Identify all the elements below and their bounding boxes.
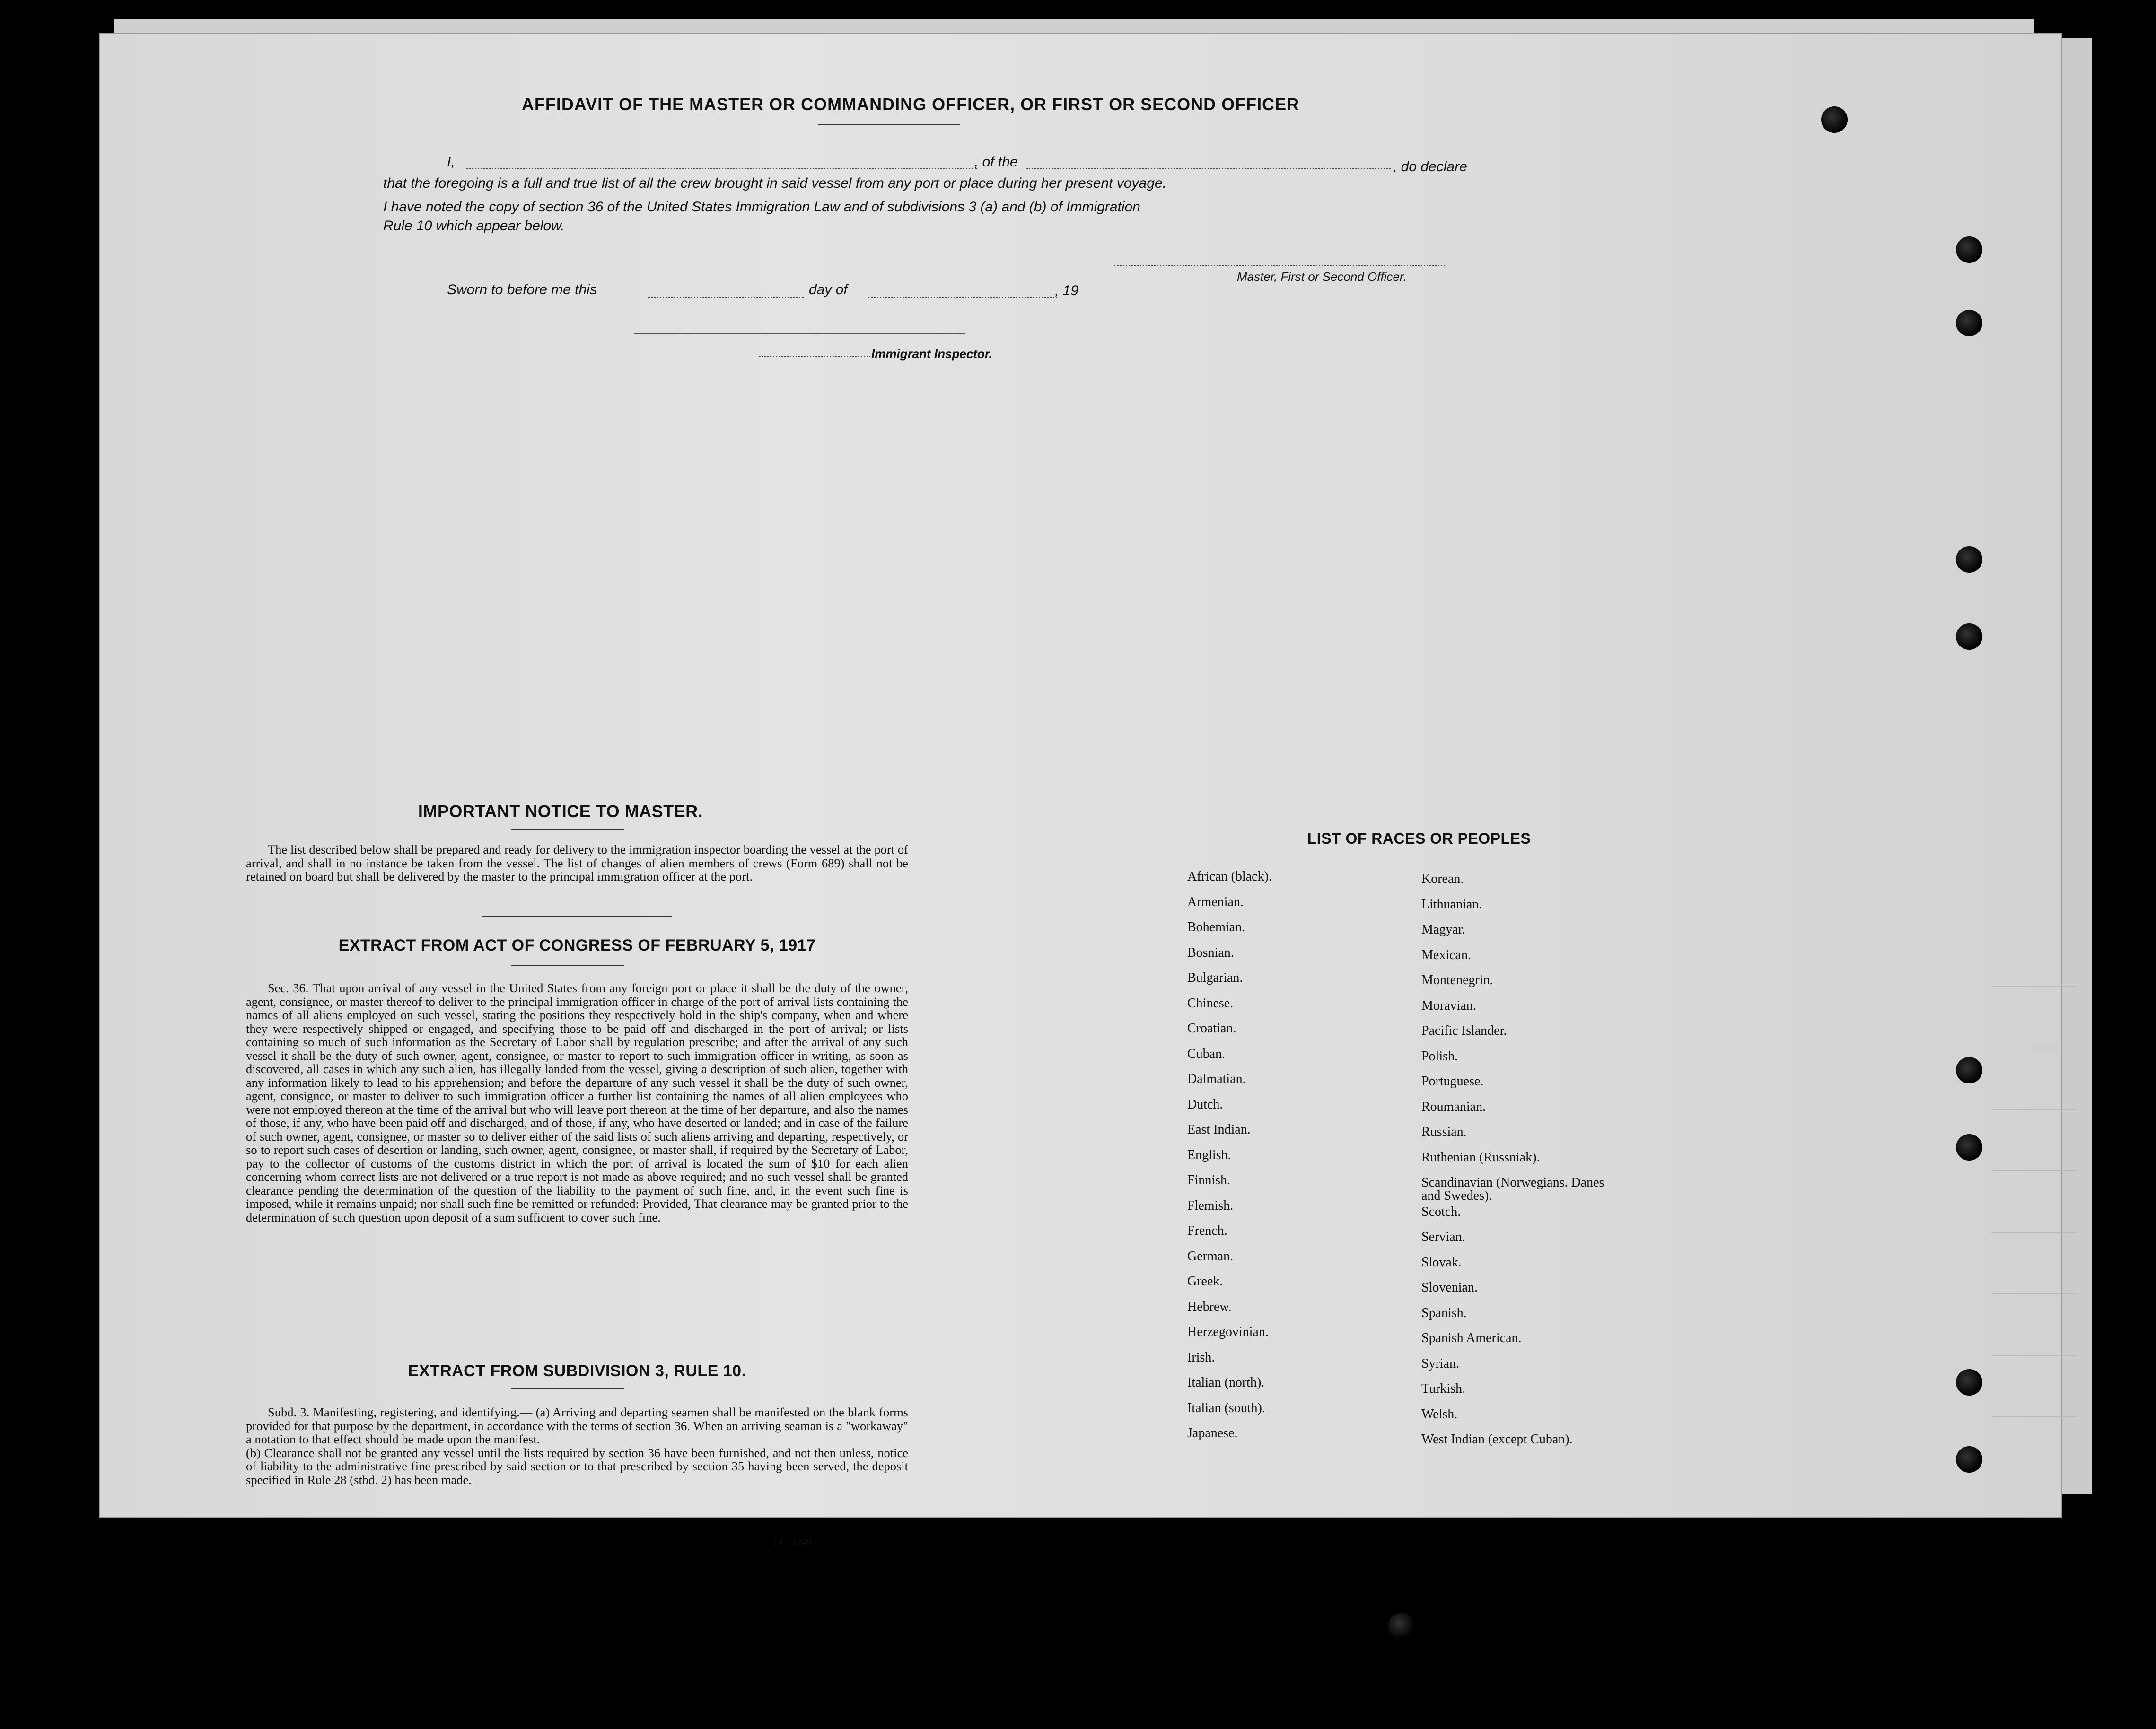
binder-hole bbox=[1956, 236, 1982, 263]
race-item-left: Herzegovinian. bbox=[1187, 1325, 1269, 1339]
races-title: LIST OF RACES OR PEOPLES bbox=[1307, 830, 1531, 847]
binder-hole bbox=[1956, 623, 1982, 650]
race-item-right: Slovenian. bbox=[1421, 1280, 1478, 1295]
sheet-rule-line bbox=[1991, 1170, 2077, 1171]
day-of-label: day of bbox=[809, 282, 848, 297]
race-item-right: West Indian (except Cuban). bbox=[1421, 1432, 1573, 1447]
race-item-right: Roumanian. bbox=[1421, 1099, 1486, 1114]
race-item-left: Dutch. bbox=[1187, 1097, 1223, 1112]
race-item-right: Scotch. bbox=[1421, 1204, 1461, 1219]
race-item-right: Slovak. bbox=[1421, 1255, 1462, 1270]
notice-divider bbox=[482, 916, 672, 917]
extract-rule-title: EXTRACT FROM SUBDIVISION 3, RULE 10. bbox=[408, 1362, 746, 1380]
binder-hole bbox=[1956, 1057, 1982, 1083]
sheet-rule-line bbox=[1991, 1232, 2077, 1233]
race-item-right: Welsh. bbox=[1421, 1406, 1458, 1422]
race-item-left: Finnish. bbox=[1187, 1173, 1231, 1188]
binder-hole bbox=[1956, 1369, 1982, 1396]
sworn-month-blank bbox=[868, 297, 1057, 298]
race-item-left: Irish. bbox=[1187, 1350, 1215, 1365]
sheet-rule-line bbox=[1991, 986, 2077, 987]
race-item-right: Spanish. bbox=[1421, 1305, 1467, 1320]
affidavit-declare-label: , do declare bbox=[1393, 159, 1467, 175]
race-item-left: Croatian. bbox=[1187, 1021, 1236, 1036]
race-item-right: Turkish. bbox=[1421, 1381, 1466, 1396]
binder-hole bbox=[1956, 310, 1982, 336]
binder-hole bbox=[1388, 1613, 1415, 1639]
binder-hole bbox=[1956, 546, 1982, 573]
affidavit-of-the-label: , of the bbox=[974, 154, 1018, 170]
race-item-left: African (black). bbox=[1187, 869, 1272, 884]
race-item-left: Chinese. bbox=[1187, 995, 1234, 1011]
races-right-column bbox=[1421, 873, 1686, 1487]
race-item-left: English. bbox=[1187, 1147, 1231, 1162]
race-item-right: Mexican. bbox=[1421, 947, 1471, 962]
subdivision-a-paragraph: Subd. 3. Manifesting, registering, and identifying.— (a) Arriving and departing seamen shall be manifested on the blank forms provided for that purpose by the department, in accordance with the terms of section 36. When an arriving seaman is a "workaway" a notation to that effect should be made upon the manifest. bbox=[246, 1405, 908, 1446]
race-item-right: Spanish American. bbox=[1421, 1331, 1522, 1345]
master-signature-label: Master, First or Second Officer. bbox=[1237, 270, 1407, 284]
binder-hole bbox=[1956, 1134, 1982, 1161]
sheet-rule-line bbox=[1991, 1416, 2077, 1417]
race-item-right: Magyar. bbox=[1421, 922, 1465, 937]
affidavit-line-4: Rule 10 which appear below. bbox=[383, 218, 565, 234]
race-item-left: Italian (south). bbox=[1187, 1400, 1265, 1415]
notice-title-rule bbox=[511, 829, 624, 830]
race-item-left: Greek. bbox=[1187, 1274, 1223, 1289]
extract-act-body bbox=[246, 981, 908, 1224]
races-left-column bbox=[1187, 870, 1405, 1485]
extract-act-title: EXTRACT FROM ACT OF CONGRESS OF FEBRUARY 5, 1917 bbox=[338, 936, 816, 954]
sheet-rule-line bbox=[1991, 1355, 2077, 1356]
race-item-right: Servian. bbox=[1421, 1230, 1465, 1244]
race-item-right: Korean. bbox=[1421, 872, 1464, 886]
title-underline bbox=[818, 124, 960, 125]
extract-act-rule bbox=[511, 965, 624, 966]
race-item-left: Flemish. bbox=[1187, 1198, 1234, 1213]
race-item-left: Italian (north). bbox=[1187, 1375, 1265, 1390]
affidavit-title: AFFIDAVIT OF THE MASTER OR COMMANDING OFFICER, OR FIRST OR SECOND OFFICER bbox=[521, 95, 1300, 114]
sworn-day-blank bbox=[648, 297, 804, 298]
race-item-left: Bulgarian. bbox=[1187, 970, 1243, 985]
race-item-right: Russian. bbox=[1421, 1125, 1467, 1139]
inspector-label: Immigrant Inspector. bbox=[871, 347, 992, 361]
notice-body bbox=[246, 843, 908, 883]
sheet-rule-line bbox=[1991, 1293, 2077, 1294]
race-item-left: Armenian. bbox=[1187, 894, 1244, 909]
inspector-signature-line bbox=[759, 356, 870, 357]
binder-hole bbox=[1821, 106, 1848, 133]
extract-rule-body bbox=[246, 1406, 908, 1486]
race-item-left: German. bbox=[1187, 1249, 1234, 1264]
race-item-right: Montenegrin. bbox=[1421, 973, 1493, 987]
race-item-right: Syrian. bbox=[1421, 1356, 1460, 1371]
race-item-left: East Indian. bbox=[1187, 1122, 1251, 1137]
sworn-label: Sworn to before me this bbox=[447, 282, 597, 297]
form-number: 14—1240 bbox=[773, 1537, 811, 1547]
race-item-right: Pacific Islander. bbox=[1421, 1023, 1507, 1038]
year-label: , 19 bbox=[1055, 283, 1079, 298]
affidavit-line-3: I have noted the copy of section 36 of the United States Immigration Law and of subdivisions 3 (a) and (b) of Immigration bbox=[383, 199, 1140, 215]
name-blank bbox=[466, 168, 977, 169]
race-item-right: Polish. bbox=[1421, 1048, 1458, 1064]
sheet-rule-line bbox=[1991, 1109, 2077, 1110]
race-item-left: Bosnian. bbox=[1187, 945, 1234, 960]
race-item-left: Japanese. bbox=[1187, 1426, 1238, 1441]
manifest-page bbox=[99, 33, 2062, 1518]
binder-hole bbox=[1956, 1446, 1982, 1473]
notice-title: IMPORTANT NOTICE TO MASTER. bbox=[418, 802, 703, 821]
master-signature-line bbox=[1114, 265, 1445, 266]
section-36-paragraph: Sec. 36. That upon arrival of any vessel in the United States from any foreign port or place it shall be the duty of the owner, agent, consignee, or master thereof to deliver to the principal immigration officer in charge of the port of arrival lists containing the names of all aliens employed on such vessel, stating the positions they respectively hold in the ship's company, when and where they were respectively shipped or engaged, and specifying those to be paid off and discharged in the port of arrival; or lists containing so much of such information as the Secretary of Labor shall by regulation prescribe; and after the arrival of any such vessel it shall be the duty of such owner, agent, consignee, or master to report to such immigration officer in writing, as soon as discovered, all cases in which any such alien, has illegally landed from the vessel, giving a description of such alien, together with any information likely to lead to his apprehension; and before the departure of any such vessel it shall be the duty of such owner, agent, consignee, or master to deliver to such immigration officer a further list containing the names of all alien employees who were not employed thereon at the time of the arrival but who will leave port thereon at the time of her departure, and also the names of those, if any, who have been paid off and discharged, and of those, if any, who have deserted or landed; and in case of the failure of such owner, agent, consignee, or master so to deliver either of the said lists of such aliens arriving and departing, respectively, or so to report such cases of desertion or landing, such owner, agent, consignee, or master shall, if required by the Secretary of Labor, pay to the collector of customs of the customs district in which the port of arrival is located the sum of $10 for each alien concerning whom correct lists are not delivered or a true report is not made as above required; and no such vessel shall be granted clearance pending the determination of the question of the liability to the payment of such fine, and, in the event such fine is imposed, while it remains unpaid; nor shall such fine be remitted or refunded: Provided, That clearance may be granted prior to the determination of such question upon deposit of a sum sufficient to cover such fine. bbox=[246, 981, 908, 1224]
affidavit-i-label: I, bbox=[447, 154, 455, 170]
race-item-left: Hebrew. bbox=[1187, 1299, 1232, 1314]
vessel-blank bbox=[1026, 168, 1391, 169]
race-item-left: French. bbox=[1187, 1223, 1227, 1238]
race-item-left: Dalmatian. bbox=[1187, 1072, 1246, 1086]
race-item-left: Cuban. bbox=[1187, 1046, 1226, 1061]
race-item-right: Moravian. bbox=[1421, 998, 1476, 1013]
race-item-left: Bohemian. bbox=[1187, 920, 1245, 934]
notice-paragraph: The list described below shall be prepared and ready for delivery to the immigration inspector boarding the vessel at the port of arrival, and shall in no instance be taken from the vessel. The list of changes of alien members of crews (Form 689) shall not be retained on board but shall be delivered by the master to the principal immigration officer at the port. bbox=[246, 842, 908, 883]
race-item-right: Portuguese. bbox=[1421, 1074, 1484, 1089]
race-item-right: Lithuanian. bbox=[1421, 897, 1482, 912]
race-item-right: Scandinavian (Norwegians. Danes and Swedes). bbox=[1421, 1175, 1604, 1203]
affidavit-line-2: that the foregoing is a full and true list of all the crew brought in said vessel from any port or place during her present voyage. bbox=[383, 175, 1166, 191]
subdivision-b-paragraph: (b) Clearance shall not be granted any vessel until the lists required by section 36 have been furnished, and not then unless, notice of liability to the administrative fine prescribed by said section or to that prescribed by section 35 having been served, the deposit specified in Rule 28 (stbd. 2) has been made. bbox=[246, 1445, 908, 1487]
inspector-signature-rule bbox=[634, 333, 965, 334]
race-item-right: Ruthenian (Russniak). bbox=[1421, 1150, 1540, 1165]
extract-rule-rule bbox=[511, 1388, 624, 1389]
